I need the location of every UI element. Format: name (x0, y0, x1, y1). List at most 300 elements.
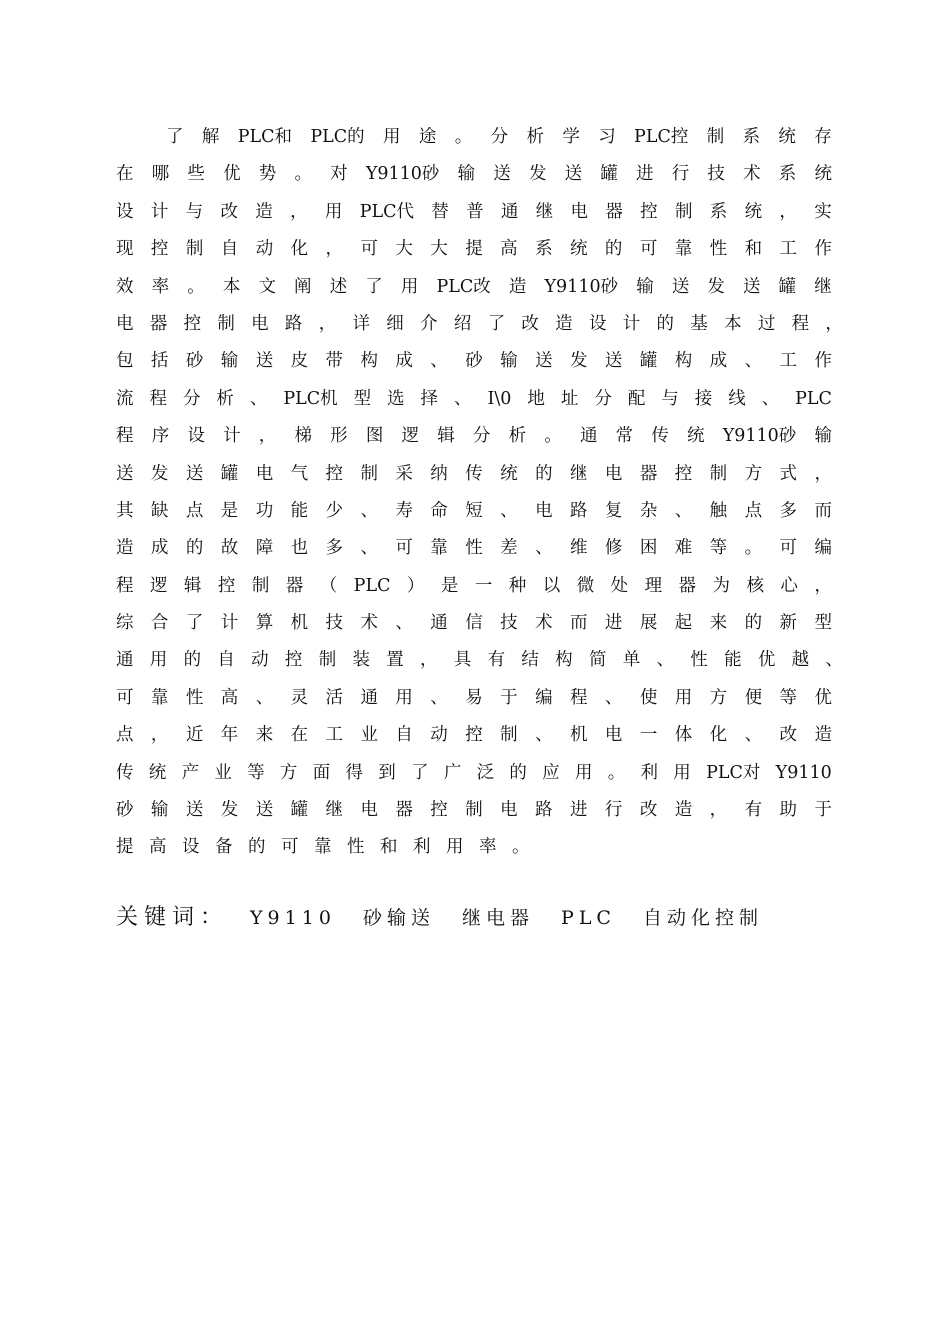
abstract-token: 了 (365, 276, 383, 297)
abstract-token: ， (814, 463, 832, 484)
abstract-token: 等 (247, 762, 265, 783)
abstract-token: 造 (674, 800, 693, 821)
abstract-token: 编 (535, 687, 553, 708)
abstract-token: 改 (639, 800, 658, 821)
abstract-token: 电 (255, 463, 274, 484)
abstract-paragraph (116, 124, 856, 872)
abstract-token: 短 (465, 500, 483, 521)
abstract-token: 送 (255, 800, 274, 821)
abstract-token: Y9110砂 (722, 426, 797, 447)
abstract-token: 的 (185, 538, 204, 559)
abstract-token: 分 (472, 426, 491, 447)
abstract-token: 算 (255, 613, 274, 634)
abstract-line (116, 386, 832, 423)
abstract-token: 、 (249, 388, 268, 409)
abstract-token: 器 (395, 800, 413, 821)
abstract-token: 行 (671, 164, 690, 185)
abstract-token: 方 (744, 463, 763, 484)
abstract-token: 广 (443, 762, 462, 783)
abstract-line (116, 311, 843, 348)
abstract-token: 结 (521, 650, 539, 671)
abstract-token: 介 (420, 313, 438, 334)
abstract-token: 利 (640, 762, 658, 783)
abstract-token: 器 (678, 575, 697, 596)
abstract-token: 和 (380, 837, 398, 858)
abstract-token: 在 (116, 164, 134, 185)
abstract-token: 障 (255, 538, 274, 559)
abstract-token: 程 (116, 426, 134, 447)
abstract-token: 体 (674, 725, 693, 746)
abstract-token: 送 (743, 276, 761, 297)
abstract-token: 也 (290, 538, 309, 559)
abstract-token: Y9110砂 (544, 276, 619, 297)
abstract-token: 利 (413, 837, 431, 858)
abstract-token: 来 (255, 725, 274, 746)
abstract-line (116, 461, 832, 498)
abstract-token: 罐 (290, 800, 309, 821)
abstract-token: 使 (639, 687, 658, 708)
abstract-token: 型 (353, 388, 372, 409)
abstract-token: 计 (220, 613, 239, 634)
abstract-token: 构 (360, 351, 378, 372)
abstract-token: 地 (527, 388, 545, 409)
abstract-token: 继 (814, 276, 832, 297)
abstract-line (116, 498, 832, 535)
abstract-token: 近 (185, 725, 204, 746)
abstract-token: 的 (535, 463, 553, 484)
abstract-token: 择 (420, 388, 439, 409)
abstract-token: 通 (500, 201, 519, 222)
abstract-token: 、 (255, 687, 274, 708)
abstract-token: 逻 (401, 426, 419, 447)
abstract-token: 器 (149, 313, 168, 334)
abstract-token: 势 (258, 164, 277, 185)
abstract-token: 线 (728, 388, 746, 409)
abstract-token: 通 (360, 687, 378, 708)
abstract-token: 其 (116, 500, 134, 521)
abstract-token: 工 (779, 239, 798, 260)
abstract-token: 。 (512, 837, 530, 858)
abstract-token: 构 (555, 650, 573, 671)
abstract-token: 、 (604, 687, 623, 708)
abstract-token: 砂 (116, 800, 134, 821)
abstract-token: 对 (330, 164, 348, 185)
abstract-token: 技 (325, 613, 344, 634)
abstract-token: 自 (220, 239, 239, 260)
abstract-token: 些 (187, 164, 205, 185)
keywords-text: Y9110 砂输送 继电器 PLC 自动化控制 (250, 907, 764, 929)
abstract-token: 形 (330, 426, 348, 447)
abstract-token: 起 (674, 613, 693, 634)
abstract-token: 输 (500, 351, 518, 372)
abstract-token: 等 (709, 538, 728, 559)
abstract-token: 方 (709, 687, 728, 708)
abstract-token: 少 (325, 500, 344, 521)
abstract-token: 解 (201, 127, 220, 147)
abstract-token: 、 (744, 725, 763, 746)
abstract-token: 基 (690, 313, 708, 334)
abstract-token: 用 (324, 201, 343, 222)
abstract-token: 系 (742, 127, 761, 147)
abstract-token: 电 (604, 463, 623, 484)
abstract-token: 系 (778, 164, 797, 185)
abstract-token: 率 (151, 276, 170, 297)
abstract-token: 差 (500, 538, 518, 559)
abstract-token: 大 (395, 239, 413, 260)
abstract-token: 继 (535, 201, 554, 222)
abstract-token: 构 (674, 351, 693, 372)
abstract-token: 替 (431, 201, 449, 222)
abstract-token: 为 (712, 575, 730, 596)
abstract-token: 进 (636, 164, 654, 185)
abstract-token: 器 (639, 463, 658, 484)
abstract-token: 进 (604, 613, 623, 634)
abstract-token: 微 (576, 575, 595, 596)
abstract-token: 合 (150, 613, 169, 634)
abstract-token: 处 (610, 575, 629, 596)
abstract-token: 接 (694, 388, 713, 409)
abstract-token: 新 (779, 613, 798, 634)
abstract-token: 可 (281, 837, 299, 858)
abstract-token: Y9110 (775, 762, 832, 783)
abstract-line (116, 610, 832, 647)
abstract-token: 修 (604, 538, 623, 559)
abstract-token: PLC控 (634, 127, 689, 147)
abstract-token: 的 (183, 650, 202, 671)
abstract-token: 成 (150, 538, 169, 559)
abstract-token: 、 (535, 538, 553, 559)
abstract-token: 制 (318, 650, 337, 671)
abstract-token: 辑 (437, 426, 455, 447)
abstract-token: 自 (217, 650, 235, 671)
abstract-token: 得 (345, 762, 363, 783)
abstract-token: 困 (639, 538, 658, 559)
abstract-token: 。 (744, 538, 763, 559)
abstract-token: 。 (294, 164, 312, 185)
abstract-token: 设 (187, 426, 205, 447)
abstract-token: 阐 (294, 276, 312, 297)
abstract-token: 、 (395, 613, 413, 634)
abstract-token: 包 (116, 351, 134, 372)
abstract-token: 气 (290, 463, 309, 484)
abstract-token: 路 (535, 800, 553, 821)
abstract-token: 送 (255, 351, 274, 372)
abstract-token: 助 (779, 800, 798, 821)
abstract-token: 。 (454, 127, 473, 147)
abstract-token: 程 (569, 687, 588, 708)
abstract-token: ， (779, 201, 797, 222)
abstract-token: 简 (588, 650, 607, 671)
abstract-token: 用 (446, 837, 464, 858)
abstract-token: 产 (181, 762, 200, 783)
abstract-token: 细 (386, 313, 404, 334)
abstract-token: 维 (569, 538, 588, 559)
abstract-token: 靠 (314, 837, 332, 858)
abstract-token: 分 (182, 388, 201, 409)
abstract-token: 、 (744, 351, 763, 372)
abstract-token: 用 (383, 127, 401, 147)
abstract-token: ， (150, 725, 169, 746)
abstract-token: 学 (562, 127, 580, 147)
abstract-token: 逻 (149, 575, 168, 596)
abstract-token: 术 (743, 164, 761, 185)
abstract-token: 析 (508, 426, 527, 447)
abstract-token: 计 (622, 313, 641, 334)
abstract-token: 、 (454, 388, 472, 409)
abstract-token: 靠 (674, 239, 693, 260)
abstract-token: 程 (116, 575, 134, 596)
abstract-token: 到 (378, 762, 396, 783)
abstract-token: 可 (395, 538, 413, 559)
abstract-token: PLC代 (359, 201, 414, 222)
abstract-token: 复 (604, 500, 623, 521)
abstract-token: 点 (185, 500, 204, 521)
abstract-token: 作 (814, 351, 832, 372)
abstract-token: 造 (255, 201, 273, 222)
abstract-token: 程 (149, 388, 167, 409)
abstract-token: 析 (526, 127, 544, 147)
abstract-token: 以 (542, 575, 561, 596)
abstract-token: 于 (814, 800, 832, 821)
abstract-token: 功 (255, 500, 274, 521)
abstract-token: ， (709, 800, 728, 821)
abstract-token: 途 (418, 127, 437, 147)
abstract-token: 工 (779, 351, 798, 372)
abstract-token: 系 (709, 201, 728, 222)
abstract-token: 设 (182, 837, 200, 858)
abstract-token: 改 (220, 201, 238, 222)
abstract-token: 与 (185, 201, 204, 222)
abstract-token: Y9110砂 (365, 164, 440, 185)
abstract-token: 作 (814, 239, 832, 260)
abstract-token: PLC对 (706, 762, 761, 783)
abstract-token: 是 (220, 500, 239, 521)
abstract-token: 分 (594, 388, 612, 409)
abstract-token: 通 (430, 613, 448, 634)
abstract-token: 统 (778, 127, 796, 147)
abstract-token: 器 (285, 575, 304, 596)
abstract-token: 、 (500, 500, 518, 521)
abstract-token: 自 (395, 725, 413, 746)
abstract-token: 了 (185, 613, 204, 634)
abstract-token: 计 (223, 426, 241, 447)
abstract-line (116, 722, 832, 759)
abstract-token: 工 (325, 725, 344, 746)
abstract-line (116, 573, 832, 610)
abstract-token: 率 (479, 837, 497, 858)
abstract-token: 有 (487, 650, 506, 671)
abstract-token: 控 (674, 463, 693, 484)
abstract-token: 制 (500, 725, 518, 746)
abstract-token: 绍 (453, 313, 472, 334)
abstract-line (116, 274, 832, 311)
abstract-token: 便 (744, 687, 763, 708)
abstract-token: 灵 (290, 687, 309, 708)
abstract-token: 大 (430, 239, 448, 260)
abstract-token: 、 (430, 351, 448, 372)
abstract-token: 性 (465, 538, 483, 559)
abstract-token: 系 (535, 239, 553, 260)
abstract-token: 型 (814, 613, 832, 634)
abstract-token: 、 (674, 500, 693, 521)
abstract-token: 统 (148, 762, 167, 783)
abstract-token: 文 (258, 276, 276, 297)
abstract-token: 程 (791, 313, 810, 334)
abstract-line (116, 647, 843, 684)
abstract-token: 高 (500, 239, 518, 260)
abstract-token: 点 (744, 500, 763, 521)
abstract-token: 电 (570, 201, 589, 222)
abstract-token: ） (406, 575, 425, 596)
abstract-token: 高 (220, 687, 239, 708)
abstract-token: 本 (222, 276, 241, 297)
abstract-token: 备 (215, 837, 233, 858)
abstract-line (116, 834, 832, 871)
abstract-token: 采 (395, 463, 413, 484)
abstract-token: 控 (430, 800, 448, 821)
abstract-token: 了 (166, 127, 184, 147)
abstract-token: 优 (757, 650, 776, 671)
abstract-token: PLC (353, 575, 391, 596)
abstract-token: 一 (474, 575, 493, 596)
abstract-line (116, 161, 832, 198)
abstract-token: 命 (430, 500, 448, 521)
abstract-token: 是 (440, 575, 459, 596)
abstract-token: 用 (574, 762, 593, 783)
abstract-token: 越 (791, 650, 810, 671)
abstract-token: 统 (814, 164, 832, 185)
abstract-token: 常 (615, 426, 634, 447)
abstract-token: 现 (116, 239, 134, 260)
abstract-token: 普 (466, 201, 484, 222)
abstract-token: 砂 (185, 351, 204, 372)
abstract-token: 可 (360, 239, 378, 260)
abstract-token: 发 (150, 463, 169, 484)
abstract-token: 造 (116, 538, 134, 559)
abstract-token: 多 (779, 500, 798, 521)
abstract-token: 送 (185, 800, 204, 821)
abstract-token: 序 (151, 426, 170, 447)
abstract-token: PLC的 (310, 127, 365, 147)
abstract-token: PLC (795, 388, 832, 409)
abstract-token: 送 (493, 164, 511, 185)
abstract-token: ， (258, 426, 277, 447)
abstract-token: 通 (116, 650, 134, 671)
abstract-token: 可 (116, 687, 134, 708)
abstract-token: 电 (604, 725, 623, 746)
abstract-token: 展 (639, 613, 658, 634)
abstract-token: 了 (411, 762, 429, 783)
abstract-token: 提 (465, 239, 483, 260)
abstract-token: 机 (569, 725, 588, 746)
abstract-token: 的 (604, 239, 623, 260)
abstract-token: ， (814, 575, 832, 596)
abstract-token: 能 (290, 500, 309, 521)
abstract-token: 的 (509, 762, 527, 783)
abstract-token: 多 (325, 538, 344, 559)
abstract-token: 用 (400, 276, 419, 297)
abstract-token: 、 (430, 687, 448, 708)
abstract-token: 器 (605, 201, 623, 222)
abstract-token: 故 (220, 538, 239, 559)
abstract-token: 动 (255, 239, 274, 260)
abstract-token: 控 (217, 575, 236, 596)
abstract-token: 面 (312, 762, 331, 783)
abstract-token: 罐 (220, 463, 239, 484)
abstract-token: 制 (217, 313, 235, 334)
abstract-token: 梯 (294, 426, 312, 447)
abstract-token: 技 (500, 613, 518, 634)
abstract-token: 砂 (465, 351, 483, 372)
abstract-token: 业 (360, 725, 378, 746)
abstract-token: 送 (116, 463, 134, 484)
abstract-token: 图 (365, 426, 384, 447)
abstract-token: 、 (761, 388, 780, 409)
abstract-token: 综 (116, 613, 134, 634)
abstract-token: 继 (325, 800, 344, 821)
abstract-token: 动 (251, 650, 269, 671)
abstract-token: 提 (116, 837, 134, 858)
abstract-token: 化 (709, 725, 728, 746)
abstract-token: 、 (360, 538, 378, 559)
abstract-token: 而 (814, 500, 832, 521)
abstract-token: 触 (709, 500, 728, 521)
abstract-line (116, 199, 832, 236)
abstract-token: 造 (555, 313, 573, 334)
abstract-token: I\0 (487, 388, 512, 409)
abstract-token: 送 (185, 463, 204, 484)
abstract-token: 。 (187, 276, 205, 297)
abstract-token: ， (290, 201, 308, 222)
abstract-token: 于 (500, 687, 518, 708)
abstract-token: ， (318, 313, 337, 334)
abstract-token: 制 (251, 575, 270, 596)
abstract-token: 送 (671, 276, 690, 297)
abstract-token: 带 (325, 351, 344, 372)
abstract-token: 制 (709, 463, 728, 484)
abstract-token: 皮 (290, 351, 309, 372)
abstract-token: 术 (535, 613, 553, 634)
abstract-token: 年 (220, 725, 239, 746)
abstract-token: 、 (656, 650, 674, 671)
abstract-token: 成 (709, 351, 728, 372)
abstract-token: 的 (744, 613, 763, 634)
abstract-token: 行 (604, 800, 623, 821)
abstract-token: 造 (508, 276, 527, 297)
abstract-token: 制 (465, 800, 483, 821)
abstract-token: 发 (220, 800, 239, 821)
abstract-token: 电 (116, 313, 134, 334)
abstract-token: 。 (607, 762, 626, 783)
abstract-token: 点 (116, 725, 134, 746)
abstract-token: 配 (627, 388, 646, 409)
abstract-token: 哪 (151, 164, 170, 185)
abstract-line (116, 760, 832, 797)
abstract-token: 、 (825, 650, 843, 671)
abstract-token: 难 (674, 538, 693, 559)
abstract-token: 输 (814, 426, 832, 447)
abstract-token: 造 (814, 725, 832, 746)
abstract-token: 的 (248, 837, 266, 858)
abstract-token: 传 (651, 426, 669, 447)
abstract-token: 路 (284, 313, 303, 334)
abstract-token: 可 (639, 239, 658, 260)
abstract-token: 电 (360, 800, 378, 821)
abstract-token: 理 (644, 575, 663, 596)
abstract-token: 信 (465, 613, 483, 634)
abstract-token: 应 (542, 762, 560, 783)
abstract-token: 一 (639, 725, 658, 746)
